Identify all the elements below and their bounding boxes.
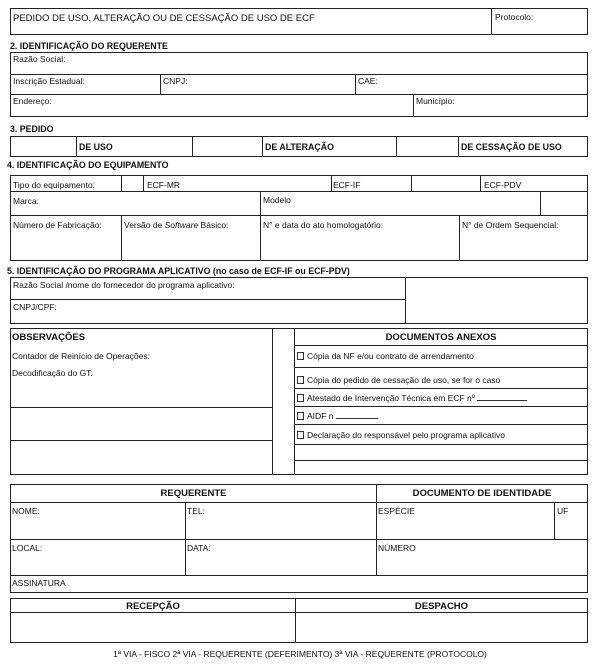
protocol-field[interactable]: Protocolo: <box>495 12 534 22</box>
inscricao-estadual-label: Inscrição Estadual: <box>13 76 85 86</box>
doc-item-aidf[interactable] <box>297 411 378 421</box>
checkbox-icon[interactable] <box>297 394 304 402</box>
homologatorio-label: N° e data do ato homologatório: <box>263 220 384 230</box>
checkbox-icon[interactable] <box>297 376 304 384</box>
doc-item-nf[interactable] <box>297 351 474 361</box>
recepcao-title: RECEPÇÃO <box>126 601 180 612</box>
requerente-title: REQUERENTE <box>160 488 227 499</box>
modelo-label: Modelo <box>263 195 291 205</box>
documentos-divider-7 <box>294 460 588 461</box>
ecf-if-label: ECF-IF <box>333 180 361 190</box>
identidade-title: DOCUMENTO DE IDENTIDADE <box>412 488 552 499</box>
despacho-divider <box>295 612 588 613</box>
versao-software-label <box>124 220 228 230</box>
tel-field[interactable] <box>185 502 377 540</box>
endereco-label: Endereço: <box>13 96 52 106</box>
nome-label: NOME: <box>12 506 40 516</box>
cae-label: CAE: <box>358 76 378 86</box>
recepcao-divider <box>10 612 296 613</box>
ordem-sequencial-label: N° de Ordem Sequencial: <box>462 220 559 230</box>
despacho-title: DESPACHO <box>414 601 469 612</box>
observacoes-title: OBSERVAÇÕES <box>12 332 86 343</box>
aidf-number-line[interactable] <box>336 418 378 419</box>
pedido-cessacao-checkbox[interactable] <box>396 136 459 157</box>
cnpj-label: CNPJ: <box>163 76 188 86</box>
form-title: PEDIDO DE USO, ALTERAÇÃO OU DE CESSAÇÃO DE USO DE ECF <box>13 13 315 24</box>
tel-label: TEL: <box>187 506 205 516</box>
razao-social-label: Razão Social: <box>13 54 66 64</box>
documentos-divider-2 <box>294 367 588 368</box>
pedido-cessacao-label: DE CESSAÇÃO DE USO <box>461 142 562 152</box>
doc-item-cessacao-label: Cópia do pedido de cessação de uso, se for o caso <box>307 375 501 385</box>
versao-software-italic: Software <box>164 220 199 230</box>
modelo-field[interactable] <box>260 191 541 216</box>
documentos-divider-3 <box>294 388 588 389</box>
observacoes-lower[interactable] <box>10 407 273 475</box>
documentos-divider-5 <box>294 424 588 425</box>
documentos-divider-4 <box>294 406 588 407</box>
section2-title: 2. IDENTIFICAÇÃO DO REQUERENTE <box>10 41 168 51</box>
ecf-mr-checkbox[interactable] <box>121 175 144 192</box>
especie-label: ESPÉCIE <box>378 506 415 516</box>
observacoes-side-column <box>272 328 295 475</box>
doc-item-aidf-label: AIDF n <box>307 411 334 421</box>
numero-fabricacao-label: Número de Fabricação: <box>13 220 102 230</box>
versao-software-suffix: Básico: <box>198 220 229 230</box>
footer-note: 1ª VIA - FISCO 2ª VIA - REQUERENTE (DEFERIMENTO) 3ª VIA - REQUERENTE (PROTOCOLO) <box>113 649 487 659</box>
modelo-extra-cell <box>540 191 588 216</box>
assinatura-label: ASSINATURA <box>12 578 66 588</box>
contador-reinicio-field[interactable]: Contador de Reinício de Operações: <box>12 351 150 361</box>
cnpj-cpf-label: CNPJ/CPF: <box>13 302 57 312</box>
doc-item-atestado-label: Atestado de Intervenção Técnica em ECF nº <box>307 393 475 403</box>
checkbox-icon[interactable] <box>297 431 304 439</box>
local-label: LOCAL: <box>12 543 43 553</box>
pedido-uso-label: DE USO <box>79 142 113 152</box>
atestado-number-line[interactable] <box>477 400 527 401</box>
checkbox-icon[interactable] <box>297 412 304 420</box>
doc-item-atestado[interactable] <box>297 393 527 403</box>
cnpj-field[interactable] <box>160 74 356 95</box>
doc-item-nf-label: Cópia da NF e/ou contrato de arrendamento <box>307 351 474 361</box>
checkbox-icon[interactable] <box>297 352 304 360</box>
numero-label: NÚMERO <box>378 543 416 553</box>
municipio-label: Município: <box>416 96 455 106</box>
ecf-mr-label: ECF-MR <box>147 180 181 190</box>
ecf-pdv-label: ECF-PDV <box>484 180 522 190</box>
assinatura-field[interactable] <box>10 575 588 593</box>
doc-item-cessacao[interactable] <box>297 375 500 385</box>
section4-title: 4. IDENTIFICAÇÃO DO EQUIPAMENTO <box>7 160 169 170</box>
razao-social-field[interactable] <box>10 52 588 75</box>
versao-software-prefix: Versão de <box>124 220 165 230</box>
documentos-title: DOCUMENTOS ANEXOS <box>385 332 497 343</box>
data-label: DATA: <box>187 543 211 553</box>
documentos-divider-1 <box>294 345 588 346</box>
observacoes-divider <box>10 440 273 441</box>
cnpj-cpf-field[interactable] <box>10 299 406 324</box>
tipo-equipamento-label: Tipo do equipamento: <box>13 180 95 190</box>
endereco-field[interactable] <box>10 94 414 117</box>
marca-label: Marca: <box>13 196 39 206</box>
programa-razao-social-label: Razão Social /nome do fornecedor do programa aplicativo: <box>13 280 235 290</box>
section5-title: 5. IDENTIFICAÇÃO DO PROGRAMA APLICATIVO (no caso de ECF-IF ou ECF-PDV) <box>7 266 350 276</box>
programa-extra-cell <box>405 277 588 324</box>
pedido-alteracao-label: DE ALTERAÇÃO <box>265 142 334 152</box>
doc-item-declaracao[interactable] <box>297 430 505 440</box>
marca-field[interactable] <box>10 191 261 216</box>
pedido-alteracao-checkbox[interactable] <box>192 136 263 157</box>
section3-title: 3. PEDIDO <box>10 124 54 134</box>
ecf-if-checkbox[interactable] <box>411 175 481 192</box>
uf-label: UF <box>557 506 569 516</box>
decodificacao-gt-field[interactable]: Decodificação do GT: <box>12 368 93 378</box>
doc-item-declaracao-label: Declaração do responsável pelo programa aplicativo <box>307 430 505 440</box>
cae-field[interactable] <box>355 74 588 95</box>
pedido-uso-checkbox[interactable] <box>10 136 77 157</box>
documentos-divider-6 <box>294 444 588 445</box>
data-field[interactable] <box>185 539 377 576</box>
